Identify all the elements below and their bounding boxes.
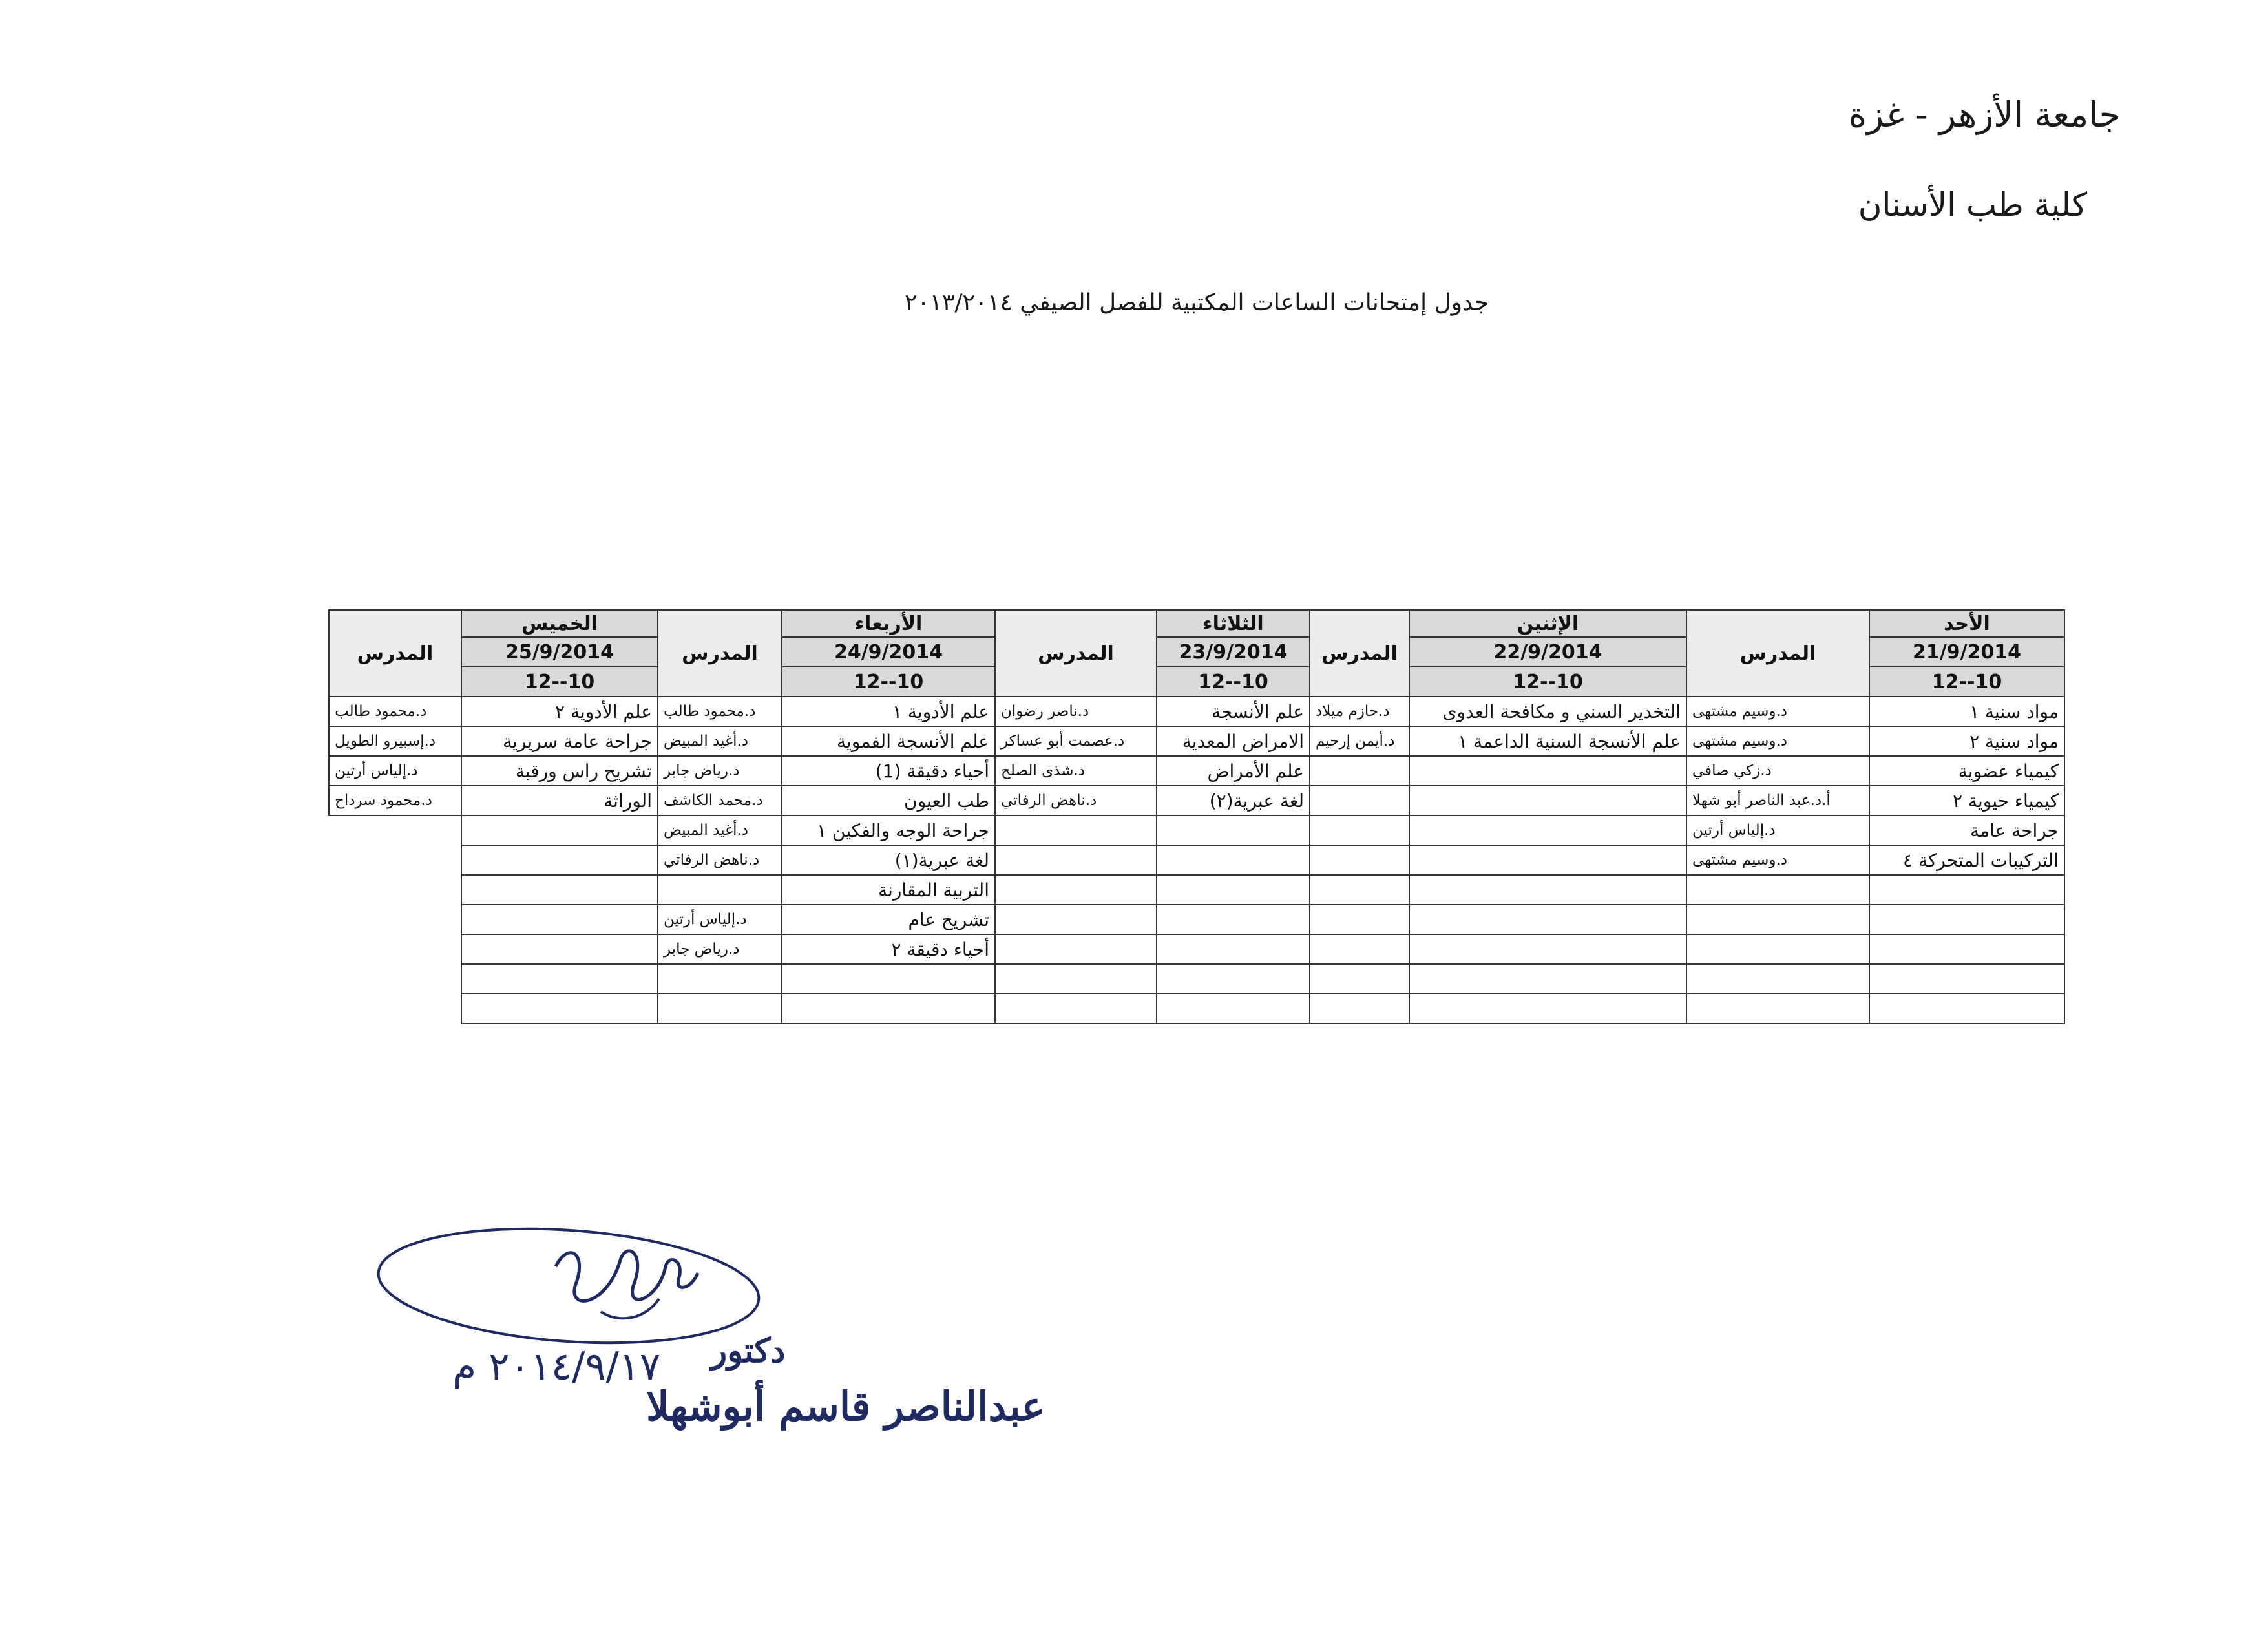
course-cell [1869,875,2064,905]
teacher-cell: د.إلياس أرتين [658,905,782,934]
teacher-cell: د.رياض جابر [658,934,782,964]
teacher-cell [1310,905,1409,934]
schedule-row [329,845,2064,875]
teacher-header-cell: المدرس [329,610,461,697]
teacher-cell: د.ناهض الرفاتي [658,845,782,875]
teacher-cell [1310,994,1409,1024]
course-cell [461,934,658,964]
signature-date: ٢٠١٤/٩/١٧ م [452,1344,661,1389]
teacher-cell [1686,905,1869,934]
teacher-cell [329,905,461,934]
teacher-cell [995,875,1157,905]
schedule-row [329,756,2064,786]
teacher-cell: د.محمود طالب [658,697,782,726]
teacher-cell: د.إسبيرو الطويل [329,726,461,756]
teacher-cell [329,815,461,845]
course-cell [1157,994,1310,1024]
teacher-cell [995,964,1157,994]
course-cell [461,875,658,905]
teacher-cell [1310,786,1409,815]
teacher-cell: د.شذى الصلح [995,756,1157,786]
teacher-cell: د.ناصر رضوان [995,697,1157,726]
teacher-cell: د.إلياس أرتين [329,756,461,786]
course-cell: مواد سنية ١ [1869,697,2064,726]
course-cell [461,815,658,845]
day-time-cell: 10--12 [1409,667,1686,697]
course-cell [1157,905,1310,934]
schedule-row [329,815,2064,845]
teacher-cell [1686,875,1869,905]
course-cell: التركيبات المتحركة ٤ [1869,845,2064,875]
course-cell: علم الأنسجة الفموية [782,726,995,756]
teacher-header-cell: المدرس [1310,610,1409,697]
teacher-cell: د.أغيد المبيض [658,815,782,845]
teacher-cell: د.إلياس أرتين [1686,815,1869,845]
teacher-cell [995,934,1157,964]
teacher-cell [329,845,461,875]
course-cell [1409,905,1686,934]
day-time-cell: 10--12 [1869,667,2064,697]
exam-schedule-table [328,609,2065,1024]
course-cell [1157,964,1310,994]
course-cell [1409,964,1686,994]
teacher-cell [995,815,1157,845]
course-cell: علم الأدوية ٢ [461,697,658,726]
course-cell [1869,905,2064,934]
course-cell [1409,845,1686,875]
day-time-cell: 10--12 [1157,667,1310,697]
teacher-cell [1310,934,1409,964]
course-cell [461,964,658,994]
day-name-cell: الخميس [461,610,658,637]
course-cell: الامراض المعدية [1157,726,1310,756]
teacher-cell [329,964,461,994]
course-cell [1157,875,1310,905]
course-cell: لغة عبرية(١) [782,845,995,875]
course-cell [1157,934,1310,964]
teacher-cell: د.عصمت أبو عساكر [995,726,1157,756]
day-time-cell: 10--12 [782,667,995,697]
day-date-cell: 25/9/2014 [461,637,658,667]
university-name: جامعة الأزهر - غزة [1848,94,2121,135]
teacher-cell [658,875,782,905]
teacher-cell [995,994,1157,1024]
teacher-cell: أ.د.عبد الناصر أبو شهلا [1686,786,1869,815]
teacher-cell [1310,815,1409,845]
teacher-cell: د.أيمن إرحيم [1310,726,1409,756]
schedule-row [329,786,2064,815]
schedule-row [329,726,2064,756]
course-cell [1409,815,1686,845]
day-date-cell: 22/9/2014 [1409,637,1686,667]
day-date-cell: 24/9/2014 [782,637,995,667]
course-cell: جراحة عامة [1869,815,2064,845]
teacher-cell [995,845,1157,875]
course-cell: علم الأمراض [1157,756,1310,786]
course-cell [1409,994,1686,1024]
signature-name: عبدالناصر قاسم أبوشهلا [646,1383,1045,1430]
teacher-cell [329,875,461,905]
course-cell [461,994,658,1024]
document-title: جدول إمتحانات الساعات المكتبية للفصل الصيفي ٢٠١٣/٢٠١٤ [905,289,1489,316]
teacher-cell [329,934,461,964]
course-cell: التخدير السني و مكافحة العدوى [1409,697,1686,726]
teacher-cell [1686,994,1869,1024]
teacher-cell: د.زكي صافي [1686,756,1869,786]
course-cell: أحياء دقيقة ٢ [782,934,995,964]
teacher-cell: د.أغيد المبيض [658,726,782,756]
day-date-cell: 23/9/2014 [1157,637,1310,667]
teacher-cell: د.محمود طالب [329,697,461,726]
course-cell [1869,934,2064,964]
course-cell: جراحة الوجه والفكين ١ [782,815,995,845]
course-cell: الوراثة [461,786,658,815]
teacher-cell: د.وسيم مشتهى [1686,726,1869,756]
teacher-cell [1310,875,1409,905]
day-time-cell: 10--12 [461,667,658,697]
schedule-row [329,905,2064,934]
teacher-cell: د.ناهض الرفاتي [995,786,1157,815]
course-cell [1409,875,1686,905]
day-date-cell: 21/9/2014 [1869,637,2064,667]
day-name-cell: الأحد [1869,610,2064,637]
course-cell: تشريح راس ورقبة [461,756,658,786]
day-name-cell: الإثنين [1409,610,1686,637]
course-cell [1157,845,1310,875]
teacher-cell [329,994,461,1024]
teacher-cell: د.محمد الكاشف [658,786,782,815]
teacher-cell [658,994,782,1024]
course-cell [1869,994,2064,1024]
course-cell: أحياء دقيقة (1) [782,756,995,786]
schedule-row [329,875,2064,905]
course-cell: مواد سنية ٢ [1869,726,2064,756]
course-cell [1869,964,2064,994]
teacher-cell [1310,964,1409,994]
course-cell: جراحة عامة سريرية [461,726,658,756]
course-cell [1157,815,1310,845]
course-cell: تشريح عام [782,905,995,934]
course-cell: علم الأنسجة [1157,697,1310,726]
teacher-header-cell: المدرس [995,610,1157,697]
course-cell [461,845,658,875]
teacher-header-cell: المدرس [1686,610,1869,697]
teacher-cell: د.وسيم مشتهى [1686,845,1869,875]
teacher-cell [1686,964,1869,994]
teacher-cell [1686,934,1869,964]
teacher-cell: د.حازم ميلاد [1310,697,1409,726]
course-cell: طب العيون [782,786,995,815]
course-cell: علم الأدوية ١ [782,697,995,726]
teacher-cell [1310,756,1409,786]
course-cell [782,964,995,994]
course-cell: كيمياء عضوية [1869,756,2064,786]
course-cell [461,905,658,934]
course-cell [1409,756,1686,786]
course-cell: التربية المقارنة [782,875,995,905]
course-cell: علم الأنسجة السنية الداعمة ١ [1409,726,1686,756]
teacher-cell [658,964,782,994]
day-name-cell: الثلاثاء [1157,610,1310,637]
teacher-header-cell: المدرس [658,610,782,697]
course-cell: كيمياء حيوية ٢ [1869,786,2064,815]
faculty-name: كلية طب الأسنان [1858,186,2087,224]
schedule-row [329,994,2064,1024]
signature-title: دكتور [711,1331,786,1371]
course-cell [1409,786,1686,815]
course-cell: لغة عبرية(٢) [1157,786,1310,815]
schedule-row [329,697,2064,726]
schedule-row [329,964,2064,994]
day-name-cell: الأربعاء [782,610,995,637]
course-cell [1409,934,1686,964]
course-cell [782,994,995,1024]
teacher-cell: د.رياض جابر [658,756,782,786]
teacher-cell [995,905,1157,934]
schedule-row [329,934,2064,964]
teacher-cell [1310,845,1409,875]
teacher-cell: د.محمود سرداح [329,786,461,815]
teacher-cell: د.وسيم مشتهى [1686,697,1869,726]
